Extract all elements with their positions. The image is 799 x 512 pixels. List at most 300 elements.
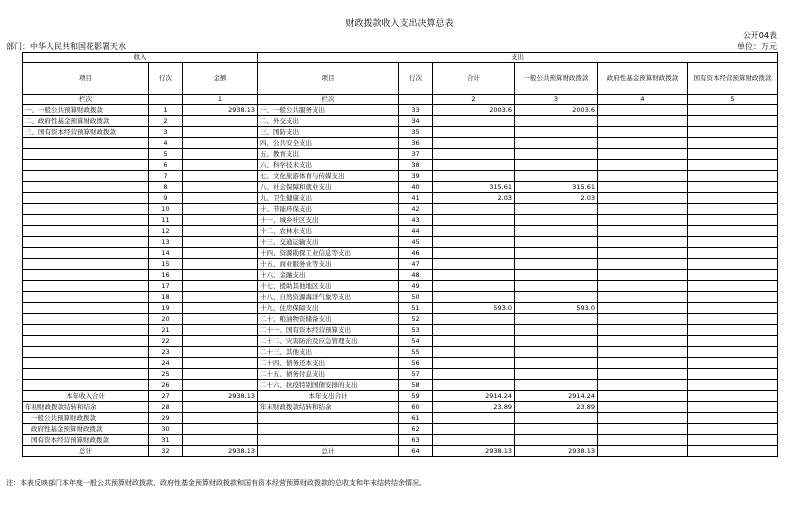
- income-item: [23, 270, 149, 281]
- colno-3: 3: [515, 95, 598, 105]
- empty-cell: [183, 424, 258, 435]
- empty-cell: [258, 424, 399, 435]
- line-number: 42: [399, 204, 433, 215]
- general-budget-amount: 2003.6: [515, 105, 598, 116]
- income-item: [23, 226, 149, 237]
- income-total-label: 本年收入合计: [23, 391, 149, 402]
- general-budget-amount: [515, 149, 598, 160]
- income-amount: [183, 314, 258, 325]
- income-item: [23, 149, 149, 160]
- summary-row-grand: [23, 446, 778, 457]
- income-item: [23, 358, 149, 369]
- state-capital-amount: [688, 204, 778, 215]
- line-number: 51: [399, 303, 433, 314]
- general-budget-amount: [515, 248, 598, 259]
- fund-budget-amount: [598, 380, 688, 391]
- fund-budget-amount: [598, 281, 688, 292]
- line-number: 54: [399, 336, 433, 347]
- expense-group-header: 支出: [258, 53, 778, 63]
- line-number: 36: [399, 138, 433, 149]
- line-number: 4: [149, 138, 183, 149]
- expense-total: [433, 149, 515, 160]
- line-number: 64: [399, 446, 433, 457]
- general-budget-amount: 593.0: [515, 303, 598, 314]
- empty-cell: [598, 413, 688, 424]
- expense-total: [433, 215, 515, 226]
- line-number: 16: [149, 270, 183, 281]
- expense-total: [433, 171, 515, 182]
- line-number: 28: [149, 402, 183, 413]
- table-row: [23, 215, 778, 226]
- table-row: [23, 336, 778, 347]
- table-row: [23, 281, 778, 292]
- expense-total: 2.03: [433, 193, 515, 204]
- expense-total: [433, 281, 515, 292]
- empty-cell: [433, 413, 515, 424]
- income-amount: [183, 292, 258, 303]
- general-budget-amount: [515, 292, 598, 303]
- income-amount: [183, 116, 258, 127]
- fund-budget-amount: [598, 292, 688, 303]
- summary-row-state: [23, 435, 778, 446]
- expense-total: [433, 237, 515, 248]
- expense-item: 一、一般公共服务支出: [258, 105, 399, 116]
- table-row: [23, 314, 778, 325]
- table-row: [23, 369, 778, 380]
- state-capital-amount: [688, 347, 778, 358]
- fund-budget-amount: [598, 237, 688, 248]
- line-number: 60: [399, 402, 433, 413]
- fund-budget-amount: [598, 116, 688, 127]
- general-budget-label: 一般公共预算财政拨款: [23, 413, 149, 424]
- income-amount: [183, 270, 258, 281]
- carry-out-general: 23.89: [515, 402, 598, 413]
- empty-cell: [688, 402, 778, 413]
- state-capital-amount: [688, 182, 778, 193]
- state-capital-header: 国有资本经营预算财政拨款: [688, 63, 778, 95]
- expense-total: [433, 325, 515, 336]
- line-number: 10: [149, 204, 183, 215]
- empty-cell: [688, 424, 778, 435]
- income-item: [23, 215, 149, 226]
- income-item: [23, 281, 149, 292]
- income-amount: [183, 226, 258, 237]
- grand-total-total: 2938.13: [433, 446, 515, 457]
- income-total-amount: 2938.13: [183, 391, 258, 402]
- fund-budget-amount: [598, 248, 688, 259]
- line-number: 41: [399, 193, 433, 204]
- fund-budget-amount: [598, 336, 688, 347]
- income-amount: [183, 182, 258, 193]
- general-budget-amount: [515, 171, 598, 182]
- summary-row-general: [23, 413, 778, 424]
- income-amount: [183, 237, 258, 248]
- expense-item: 十二、农林水支出: [258, 226, 399, 237]
- line-number: 6: [149, 160, 183, 171]
- line-number: 55: [399, 347, 433, 358]
- fund-budget-amount: [598, 270, 688, 281]
- income-item: [23, 292, 149, 303]
- empty-cell: [598, 424, 688, 435]
- income-amount: [183, 204, 258, 215]
- income-item: [23, 380, 149, 391]
- table-row: [23, 380, 778, 391]
- form-code: 公开04表: [742, 31, 777, 40]
- general-budget-amount: [515, 160, 598, 171]
- expense-item: 十三、交通运输支出: [258, 237, 399, 248]
- fund-budget-amount: [598, 171, 688, 182]
- line-number: 13: [149, 237, 183, 248]
- state-capital-amount: [688, 292, 778, 303]
- table-row: [23, 303, 778, 314]
- expense-total: [433, 160, 515, 171]
- general-budget-amount: [515, 116, 598, 127]
- line-number: 15: [149, 259, 183, 270]
- income-item: [23, 160, 149, 171]
- general-budget-amount: [515, 226, 598, 237]
- table-row: [23, 226, 778, 237]
- income-amount: 2938.13: [183, 105, 258, 116]
- line-number: 1: [149, 105, 183, 116]
- empty-cell: [688, 435, 778, 446]
- income-item: [23, 248, 149, 259]
- income-amount: [183, 336, 258, 347]
- expense-item: 十一、城乡社区支出: [258, 215, 399, 226]
- fund-budget-amount: [598, 138, 688, 149]
- expense-total: [433, 314, 515, 325]
- table-row: [23, 105, 778, 116]
- expense-item-header: 项目: [258, 63, 399, 95]
- general-budget-amount: [515, 138, 598, 149]
- fund-budget-amount: [598, 182, 688, 193]
- line-number: 11: [149, 215, 183, 226]
- expense-item: 八、社会保障和就业支出: [258, 182, 399, 193]
- line-number: 17: [149, 281, 183, 292]
- fund-budget-amount: [598, 127, 688, 138]
- line-number: 50: [399, 292, 433, 303]
- expense-total-header: 合计: [433, 63, 515, 95]
- table-row: [23, 182, 778, 193]
- general-budget-amount: [515, 127, 598, 138]
- empty-cell: [598, 402, 688, 413]
- line-number: 57: [399, 369, 433, 380]
- table-row: [23, 347, 778, 358]
- state-capital-label: 国有资本经营预算财政拨款: [23, 435, 149, 446]
- unit-label: 单位：万元: [737, 42, 777, 51]
- expense-total: [433, 116, 515, 127]
- grand-total-label: 总计: [23, 446, 149, 457]
- expense-total: 315.61: [433, 182, 515, 193]
- grand-total-amount: 2938.13: [183, 446, 258, 457]
- expense-total: [433, 259, 515, 270]
- income-amount: [183, 303, 258, 314]
- line-number: 58: [399, 380, 433, 391]
- empty-cell: [149, 95, 183, 105]
- empty-cell: [598, 435, 688, 446]
- state-capital-amount: [688, 369, 778, 380]
- fund-budget-amount: [598, 204, 688, 215]
- empty-cell: [183, 413, 258, 424]
- general-budget-amount: [515, 204, 598, 215]
- fund-budget-amount: [598, 303, 688, 314]
- line-number: 14: [149, 248, 183, 259]
- expense-item: 五、教育支出: [258, 149, 399, 160]
- colno-1: 1: [183, 95, 258, 105]
- finance-table: [22, 52, 778, 457]
- income-colno-label: 栏次: [23, 95, 149, 105]
- income-line-header: 行次: [149, 63, 183, 95]
- state-capital-amount: [688, 336, 778, 347]
- grand-total-general: 2938.13: [515, 446, 598, 457]
- empty-cell: [688, 391, 778, 402]
- fund-budget-amount: [598, 314, 688, 325]
- state-capital-amount: [688, 160, 778, 171]
- fund-budget-amount: [598, 347, 688, 358]
- general-budget-amount: [515, 380, 598, 391]
- income-amount: [183, 127, 258, 138]
- fund-budget-amount: [598, 226, 688, 237]
- line-number: 45: [399, 237, 433, 248]
- line-number: 25: [149, 369, 183, 380]
- line-number: 23: [149, 347, 183, 358]
- expense-item: 十七、援助其他地区支出: [258, 281, 399, 292]
- expense-line-header: 行次: [399, 63, 433, 95]
- table-row: [23, 270, 778, 281]
- header-row-colno: [23, 95, 778, 105]
- income-amount: [183, 358, 258, 369]
- expense-item: 十四、资源勘探工业信息等支出: [258, 248, 399, 259]
- fund-budget-label: 政府性基金预算财政拨款: [23, 424, 149, 435]
- line-number: 8: [149, 182, 183, 193]
- income-amount-header: 金额: [183, 63, 258, 95]
- state-capital-amount: [688, 281, 778, 292]
- general-budget-amount: [515, 369, 598, 380]
- table-row: [23, 204, 778, 215]
- income-item: 二、政府性基金预算财政拨款: [23, 116, 149, 127]
- state-capital-amount: [688, 237, 778, 248]
- table-row: [23, 127, 778, 138]
- expense-item: 六、科学技术支出: [258, 160, 399, 171]
- report-title: 财政拨款收入支出决算总表: [345, 19, 454, 29]
- header-row-columns: [23, 63, 778, 95]
- expense-item: 二十六、抗疫特别国债安排的支出: [258, 380, 399, 391]
- empty-cell: [183, 402, 258, 413]
- line-number: 56: [399, 358, 433, 369]
- expense-total: [433, 226, 515, 237]
- expense-total-label: 本年支出合计: [258, 391, 399, 402]
- expense-total: [433, 336, 515, 347]
- line-number: 53: [399, 325, 433, 336]
- general-budget-header: 一般公共预算财政拨款: [515, 63, 598, 95]
- fund-budget-header: 政府性基金预算财政拨款: [598, 63, 688, 95]
- income-item: [23, 193, 149, 204]
- state-capital-amount: [688, 127, 778, 138]
- table-row: [23, 292, 778, 303]
- table-row: [23, 149, 778, 160]
- empty-cell: [433, 424, 515, 435]
- general-budget-amount: [515, 259, 598, 270]
- line-number: 31: [149, 435, 183, 446]
- expense-item: 十九、住房保障支出: [258, 303, 399, 314]
- income-item: 一、一般公共预算财政拨款: [23, 105, 149, 116]
- grand-total-label-right: 总计: [258, 446, 399, 457]
- line-number: 9: [149, 193, 183, 204]
- general-budget-amount: [515, 237, 598, 248]
- empty-cell: [598, 446, 688, 457]
- expense-item: 十八、自然资源海洋气象等支出: [258, 292, 399, 303]
- expense-total: [433, 358, 515, 369]
- table-row: [23, 193, 778, 204]
- expense-total-general: 2914.24: [515, 391, 598, 402]
- state-capital-amount: [688, 138, 778, 149]
- income-item: [23, 138, 149, 149]
- expense-colno-label: 栏次: [258, 95, 399, 105]
- income-amount: [183, 325, 258, 336]
- expense-item: 十六、金融支出: [258, 270, 399, 281]
- income-amount: [183, 160, 258, 171]
- expense-total: 2003.6: [433, 105, 515, 116]
- expense-total: [433, 347, 515, 358]
- fund-budget-amount: [598, 325, 688, 336]
- table-row: [23, 171, 778, 182]
- income-amount: [183, 281, 258, 292]
- line-number: 52: [399, 314, 433, 325]
- income-amount: [183, 380, 258, 391]
- line-number: 43: [399, 215, 433, 226]
- state-capital-amount: [688, 171, 778, 182]
- line-number: 47: [399, 259, 433, 270]
- empty-cell: [515, 413, 598, 424]
- fund-budget-amount: [598, 160, 688, 171]
- income-amount: [183, 193, 258, 204]
- line-number: 29: [149, 413, 183, 424]
- income-amount: [183, 138, 258, 149]
- line-number: 30: [149, 424, 183, 435]
- line-number: 18: [149, 292, 183, 303]
- line-number: 26: [149, 380, 183, 391]
- summary-row-carry: [23, 402, 778, 413]
- line-number: 62: [399, 424, 433, 435]
- expense-item: 十、节能环保支出: [258, 204, 399, 215]
- income-item: [23, 314, 149, 325]
- line-number: 3: [149, 127, 183, 138]
- income-item: [23, 171, 149, 182]
- state-capital-amount: [688, 248, 778, 259]
- income-amount: [183, 215, 258, 226]
- colno-5: 5: [688, 95, 778, 105]
- income-item: [23, 347, 149, 358]
- income-item: [23, 204, 149, 215]
- expense-total: [433, 292, 515, 303]
- table-row: [23, 237, 778, 248]
- line-number: 20: [149, 314, 183, 325]
- expense-total: 593.0: [433, 303, 515, 314]
- expense-item: 七、文化旅游体育与传媒支出: [258, 171, 399, 182]
- state-capital-amount: [688, 270, 778, 281]
- income-item: [23, 369, 149, 380]
- carry-out-total: 23.89: [433, 402, 515, 413]
- income-item: 三、国有资本经营预算财政拨款: [23, 127, 149, 138]
- empty-cell: [688, 446, 778, 457]
- empty-cell: [258, 435, 399, 446]
- carry-in-label: 年初财政拨款结转和结余: [23, 402, 149, 413]
- table-row: [23, 325, 778, 336]
- general-budget-amount: [515, 270, 598, 281]
- fund-budget-amount: [598, 193, 688, 204]
- summary-row-total: [23, 391, 778, 402]
- line-number: 59: [399, 391, 433, 402]
- carry-out-label: 年末财政拨款结转和结余: [258, 402, 399, 413]
- line-number: 46: [399, 248, 433, 259]
- income-item: [23, 336, 149, 347]
- fund-budget-amount: [598, 369, 688, 380]
- empty-cell: [183, 435, 258, 446]
- line-number: 5: [149, 149, 183, 160]
- expense-total: [433, 248, 515, 259]
- general-budget-amount: [515, 281, 598, 292]
- general-budget-amount: [515, 325, 598, 336]
- line-number: 7: [149, 171, 183, 182]
- income-item: [23, 303, 149, 314]
- state-capital-amount: [688, 116, 778, 127]
- line-number: 33: [399, 105, 433, 116]
- table-row: [23, 116, 778, 127]
- income-amount: [183, 248, 258, 259]
- empty-cell: [598, 391, 688, 402]
- income-item: [23, 237, 149, 248]
- line-number: 22: [149, 336, 183, 347]
- summary-row-fund: [23, 424, 778, 435]
- income-item: [23, 325, 149, 336]
- expense-item: 二十三、其他支出: [258, 347, 399, 358]
- expense-item: 二、外交支出: [258, 116, 399, 127]
- table-row: [23, 358, 778, 369]
- expense-item: 九、卫生健康支出: [258, 193, 399, 204]
- general-budget-amount: 2.03: [515, 193, 598, 204]
- state-capital-amount: [688, 325, 778, 336]
- fund-budget-amount: [598, 215, 688, 226]
- expense-total: [433, 204, 515, 215]
- expense-total: [433, 369, 515, 380]
- state-capital-amount: [688, 259, 778, 270]
- income-amount: [183, 149, 258, 160]
- colno-2: 2: [433, 95, 515, 105]
- header-row-group: [23, 53, 778, 63]
- line-number: 38: [399, 160, 433, 171]
- line-number: 63: [399, 435, 433, 446]
- table-row: [23, 160, 778, 171]
- expense-item: 二十二、灾害防治及应急管理支出: [258, 336, 399, 347]
- line-number: 2: [149, 116, 183, 127]
- line-number: 40: [399, 182, 433, 193]
- line-number: 49: [399, 281, 433, 292]
- fund-budget-amount: [598, 105, 688, 116]
- expense-item: 二十五、债务付息支出: [258, 369, 399, 380]
- colno-4: 4: [598, 95, 688, 105]
- income-item-header: 项目: [23, 63, 149, 95]
- income-item: [23, 259, 149, 270]
- line-number: 35: [399, 127, 433, 138]
- line-number: 19: [149, 303, 183, 314]
- fund-budget-amount: [598, 149, 688, 160]
- footnote: 注：本表反映部门本年度一般公共预算财政拨款、政府性基金预算财政拨款和国有资本经营预算财政拨款的总收支和年末结转结余情况。: [6, 479, 426, 487]
- line-number: 39: [399, 171, 433, 182]
- state-capital-amount: [688, 105, 778, 116]
- expense-item: 二十四、债务还本支出: [258, 358, 399, 369]
- expense-total: [433, 380, 515, 391]
- general-budget-amount: 315.61: [515, 182, 598, 193]
- fund-budget-amount: [598, 358, 688, 369]
